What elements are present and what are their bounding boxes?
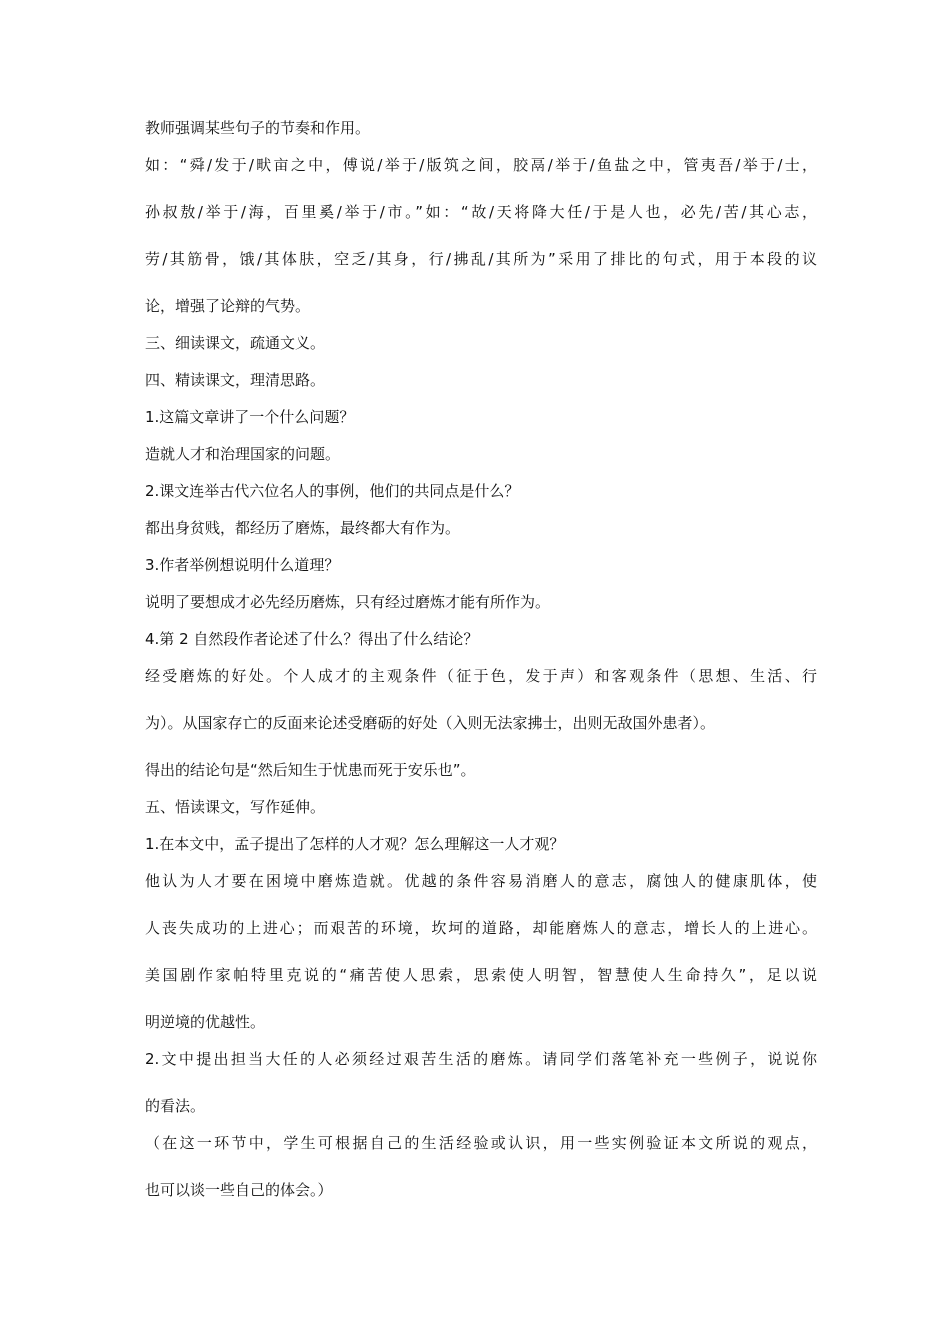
question-text: 1.这篇文章讲了一个什么问题？ — [145, 408, 355, 426]
answer-text: 美国剧作家帕特里克说的“痛苦使人思索，思索使人明智，智慧使人生命持久”，足以说 — [145, 966, 817, 984]
answer-text: 为）。从国家存亡的反面来论述受磨砺的好处（入则无法家拂士，出则无敌国外患者）。 — [145, 714, 716, 732]
answer-text: 明逆境的优越性。 — [145, 1013, 266, 1031]
section-heading: 五、悟读课文，写作延伸。 — [145, 798, 326, 816]
answer-text: 他认为人才要在困境中磨炼造就。优越的条件容易消磨人的意志，腐蚀人的健康肌体，使 — [145, 872, 817, 890]
answer-text: 得出的结论句是“然后知生于忧患而死于安乐也”。 — [145, 761, 476, 779]
answer-text: 造就人才和治理国家的问题。 — [145, 445, 341, 463]
question-text: 的看法。 — [145, 1097, 206, 1115]
note-text: （在这一环节中，学生可根据自己的生活经验或认识，用一些实例验证本文所说的观点， — [145, 1134, 817, 1152]
question-text: 2.课文连举古代六位名人的事例，他们的共同点是什么？ — [145, 482, 520, 500]
question-text: 1.在本文中，孟子提出了怎样的人才观？怎么理解这一人才观？ — [145, 835, 565, 853]
paragraph-line: 论，增强了论辩的气势。 — [145, 297, 311, 315]
paragraph-line: 劳/其筋骨，饿/其体肤，空乏/其身，行/拂乱/其所为”采用了排比的句式，用于本段的议 — [145, 250, 817, 268]
document-body — [145, 118, 817, 1201]
section-heading: 四、精读课文，理清思路。 — [145, 371, 326, 389]
question-text: 4.第 2 自然段作者论述了什么？得出了什么结论？ — [145, 630, 479, 648]
answer-text: 都出身贫贱，都经历了磨炼，最终都大有作为。 — [145, 519, 461, 537]
paragraph-line: 教师强调某些句子的节奏和作用。 — [145, 119, 371, 137]
note-text: 也可以谈一些自己的体会。） — [145, 1181, 333, 1199]
section-heading: 三、细读课文，疏通文义。 — [145, 334, 326, 352]
answer-text: 说明了要想成才必先经历磨炼，只有经过磨炼才能有所作为。 — [145, 593, 551, 611]
paragraph-line: 孙叔敖/举于/海，百里奚/举于/市。”如：“故/天将降大任/于是人也，必先/苦/其心志， — [145, 203, 817, 221]
paragraph-line: 如：“舜/发于/畎亩之中，傅说/举于/版筑之间，胶鬲/举于/鱼盐之中，管夷吾/举于/士， — [145, 156, 817, 174]
question-text: 2.文中提出担当大任的人必须经过艰苦生活的磨炼。请同学们落笔补充一些例子，说说你 — [145, 1050, 817, 1068]
answer-text: 人丧失成功的上进心；而艰苦的环境，坎坷的道路，却能磨炼人的意志，增长人的上进心。 — [145, 919, 817, 937]
question-text: 3.作者举例想说明什么道理？ — [145, 556, 340, 574]
answer-text: 经受磨炼的好处。个人成才的主观条件（征于色，发于声）和客观条件（思想、生活、行 — [145, 667, 817, 685]
